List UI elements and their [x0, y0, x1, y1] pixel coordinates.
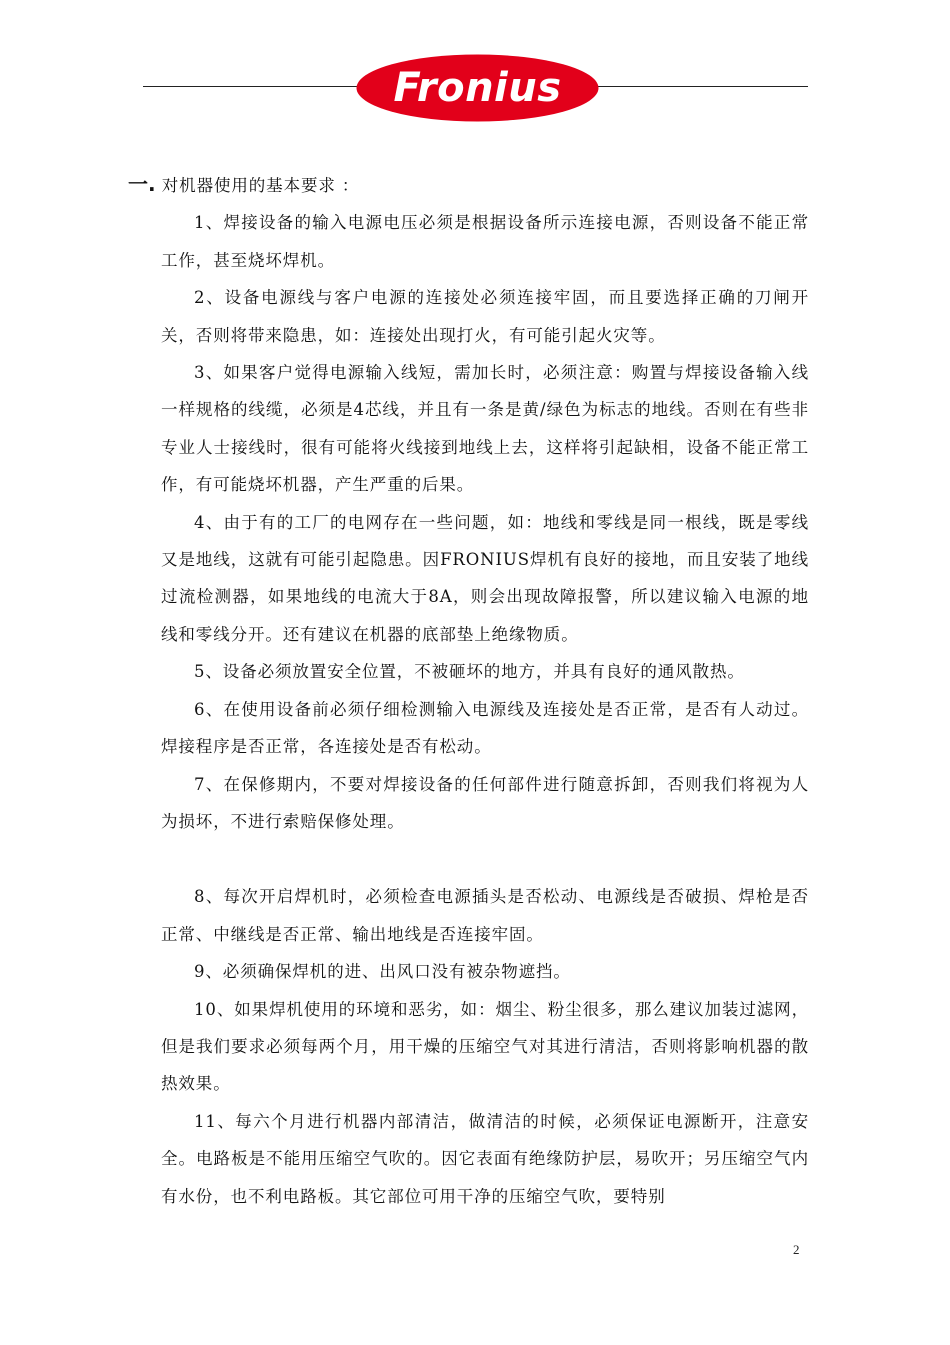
header-rule-right — [595, 86, 808, 87]
section-heading — [128, 166, 809, 204]
paragraph-3: 3、如果客户觉得电源输入线短，需加长时，必须注意：购置与焊接设备输入线一样规格的线缆，必须是4芯线，并且有一条是黄/绿色为标志的地线。否则在有些非专业人士接线时，很有可能将火线接到地线上去，这样将引起缺相，设备不能正常工作，有可能烧坏机器，产生严重的后果。 — [161, 363, 809, 495]
paragraph-4: 4、由于有的工厂的电网存在一些问题，如：地线和零线是同一根线，既是零线又是地线，这就有可能引起隐患。因FRONIUS焊机有良好的接地，而且安装了地线过流检测器，如果地线的电流大于8A，则会出现故障报警，所以建议输入电源的地线和零线分开。还有建议在机器的底部垫上绝缘物质。 — [161, 512, 809, 644]
section-number: 一. — [128, 172, 156, 196]
document-body — [128, 166, 809, 1215]
paragraph-5: 5、设备必须放置安全位置，不被砸坏的地方，并具有良好的通风散热。 — [194, 662, 745, 682]
page-number: 2 — [793, 1242, 800, 1257]
section-title: 对机器使用的基本要求 ： — [161, 176, 360, 195]
logo-wordmark: Fronius — [393, 65, 562, 111]
paragraph-6: 6、在使用设备前必须仔细检测输入电源线及连接处是否正常，是否有人动过。焊接程序是否正常，各连接处是否有松动。 — [161, 699, 809, 757]
fronius-logo — [355, 53, 600, 123]
header-rule-left — [143, 86, 358, 87]
paragraph-11: 11、每六个月进行机器内部清洁，做清洁的时候，必须保证电源断开，注意安全。电路板是不能用压缩空气吹的。因它表面有绝缘防护层，易吹开；另压缩空气内有水份，也不利电路板。其它部位可用干净的压缩空气吹，要特别 — [161, 1111, 809, 1206]
paragraph-gap — [161, 840, 809, 878]
paragraph-2: 2、设备电源线与客户电源的连接处必须连接牢固，而且要选择正确的刀闸开关，否则将带来隐患，如：连接处出现打火，有可能引起火灾等。 — [161, 288, 809, 345]
paragraph-9: 9、必须确保焊机的进、出风口没有被杂物遮挡。 — [194, 962, 571, 982]
paragraph-10: 10、如果焊机使用的环境和恶劣，如：烟尘、粉尘很多，那么建议加装过滤网，但是我们要求必须每两个月，用干燥的压缩空气对其进行清洁，否则将影响机器的散热效果。 — [161, 999, 809, 1094]
paragraph-7: 7、在保修期内，不要对焊接设备的任何部件进行随意拆卸，否则我们将视为人为损坏，不进行索赔保修处理。 — [161, 774, 809, 831]
paragraph-1: 1、焊接设备的输入电源电压必须是根据设备所示连接电源，否则设备不能正常工作，甚至烧坏焊机。 — [161, 213, 809, 270]
paragraph-8: 8、每次开启焊机时，必须检查电源插头是否松动、电源线是否破损、焊枪是否正常、中继线是否正常、输出地线是否连接牢固。 — [161, 887, 809, 944]
